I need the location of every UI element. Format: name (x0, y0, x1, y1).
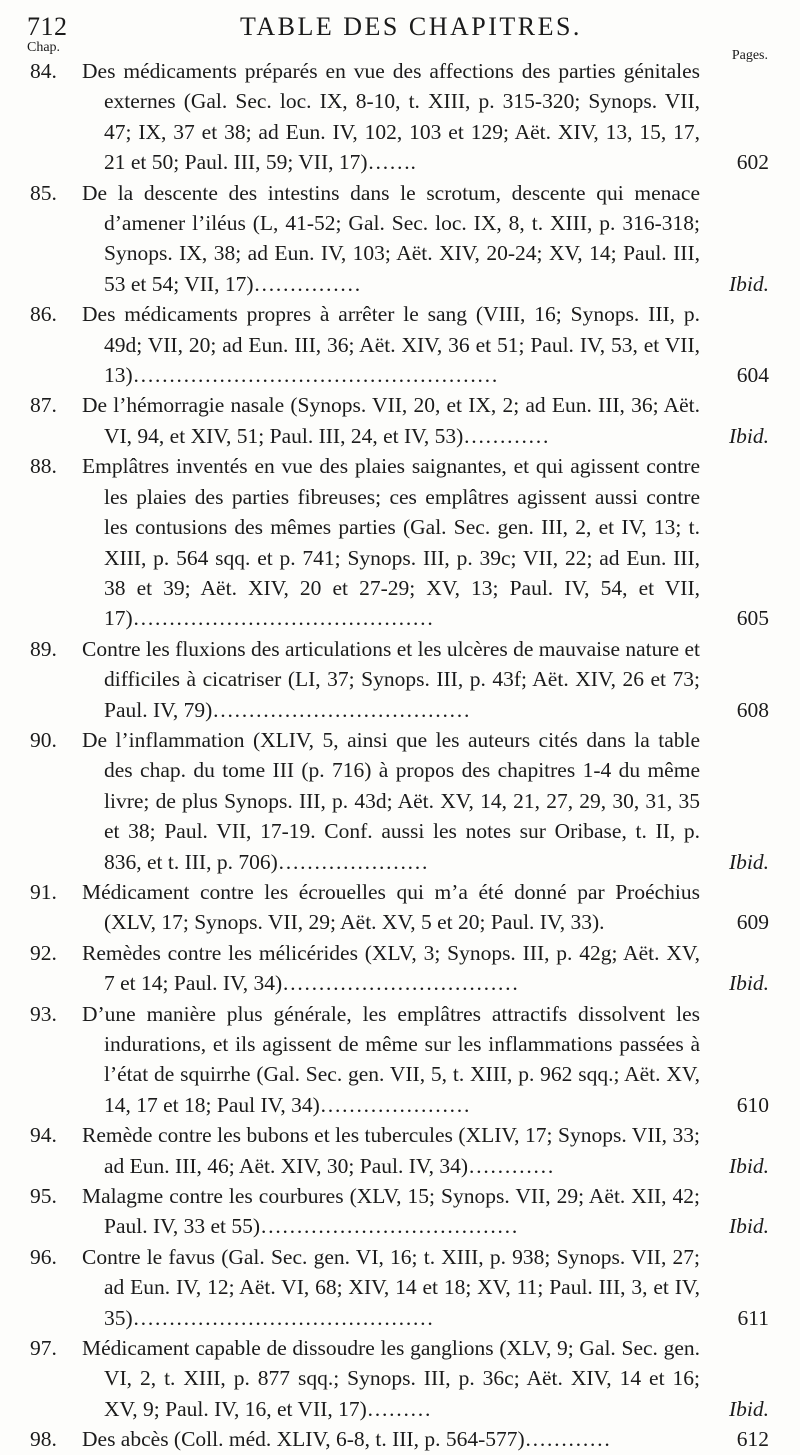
chapter-number: 88. (30, 454, 57, 479)
chapter-title: Médicament contre les écrouelles qui m’a été donné par Proéchius (XLV, 17; Synops. VII, 29; Aët. XV, 5 et 20; Paul. IV, 33). (82, 879, 700, 935)
page-reference: 604 (736, 363, 769, 388)
chapter-entry (0, 938, 800, 999)
page-reference: 605 (736, 606, 769, 631)
page-header (0, 6, 800, 40)
page-reference: 608 (736, 697, 769, 722)
chapter-title: Médicament capable de dissoudre les ganglions (XLV, 9; Gal. Sec. gen. VI, 2, t. XIII, p. 877 sqq.; Synops. III, p. 36c; Aët. XIV, 14 et 16; XV, 9; Paul. IV, 16, et VII, 17)……… (82, 1336, 700, 1421)
page-reference: Ibid. (728, 1396, 769, 1421)
chapter-entry (0, 56, 800, 178)
chapter-number: 90. (30, 727, 57, 752)
chapter-entry (0, 725, 800, 877)
chapter-entry (0, 299, 800, 390)
chapter-entry (0, 877, 800, 938)
chapter-number: 89. (30, 636, 57, 661)
chapter-entry (0, 1333, 800, 1424)
chapter-title: De l’inflammation (XLIV, 5, ainsi que les auteurs cités dans la table des chap. du tome III (p. 716) à propos des chapitres 1-4 du même livre; de plus Synops. III, p. 43d; Aët. XV, 14, 21, 27, 29, 30, 31, 35 et 38; Paul. VII, 17-19. Conf. aussi les notes sur Oribase, t. II, p. 836, et t. III, p. 706)………………… (82, 727, 700, 874)
page-reference: Ibid. (728, 271, 769, 296)
page-reference: 609 (736, 910, 769, 935)
chapter-number: 85. (30, 180, 57, 205)
chapter-column-heading: Chap. (27, 40, 61, 55)
chapter-entry (0, 634, 800, 725)
chapter-title: Des médicaments propres à arrêter le sang (VIII, 16; Synops. III, p. 49d; VII, 20; ad Eun. III, 36; Aët. XIV, 36 et 51; Paul. IV, 53, et VII, 13)…………………………………………… (82, 302, 700, 388)
chapter-number: 95. (30, 1184, 57, 1209)
page-reference: 602 (736, 150, 769, 175)
running-title: TABLE DES CHAPITRES. (240, 12, 582, 41)
chapter-number: 92. (30, 940, 57, 965)
chapter-title: D’une manière plus générale, les emplâtres attractifs dissolvent les indurations, et ils agissent de même sur les inflammations passées à l’état de squirrhe (Gal. Sec. gen. VII, 5, t. XIII, p. 962 sqq.; Aët. XV, 14, 17 et 18; Paul IV, 34)………………… (82, 1001, 700, 1117)
chapter-number: 93. (30, 1001, 57, 1026)
chapter-number: 96. (30, 1244, 57, 1269)
chapter-number: 94. (30, 1123, 57, 1148)
page-reference: Ibid. (728, 849, 769, 874)
chapter-entry (0, 1120, 800, 1181)
chapter-entry (0, 451, 800, 633)
chapter-number: 86. (30, 302, 57, 327)
chapter-title: De la descente des intestins dans le scrotum, descente qui menace d’amener l’iléus (L, 41-52; Gal. Sec. loc. IX, 8, t. XIII, p. 316-318; Synops. IX, 38; ad Eun. IV, 103; Aët. XIV, 20-24; XV, 14; Paul. III, 53 et 54; VII, 17)…………… (82, 180, 700, 296)
chapter-title: Remèdes contre les mélicérides (XLV, 3; Synops. III, p. 42g; Aët. XV, 7 et 14; Paul. IV, 34)…………………………… (82, 940, 700, 996)
page-reference: Ibid. (728, 1153, 769, 1178)
chapter-title: Des médicaments préparés en vue des affections des parties génitales externes (Gal. Sec. loc. IX, 8-10, t. XIII, p. 315-320; Synops. VII, 47; IX, 37 et 38; ad Eun. IV, 102, 103 et 129; Aët. XIV, 13, 15, 17, 21 et 50; Paul. III, 59; VII, 17)……. (82, 59, 700, 175)
chapter-list (0, 56, 800, 1455)
chapter-title: De l’hémorragie nasale (Synops. VII, 20, et IX, 2; ad Eun. III, 36; Aët. VI, 94, et XIV, 51; Paul. III, 24, et IV, 53)………… (82, 393, 700, 448)
page-reference: Ibid. (728, 971, 769, 996)
chapter-title: Des abcès (Coll. méd. XLIV, 6-8, t. III, p. 564-577)………… (82, 1427, 611, 1452)
pages-column-heading: Pages. (731, 48, 768, 63)
page-reference: Ibid. (728, 423, 769, 448)
chapter-title: Remède contre les bubons et les tubercules (XLIV, 17; Synops. VII, 33; ad Eun. III, 46; Aët. XIV, 30; Paul. IV, 34)………… (82, 1123, 700, 1178)
page-reference: Ibid. (728, 1214, 769, 1239)
chapter-title: Malagme contre les courbures (XLV, 15; Synops. VII, 29; Aët. XII, 42; Paul. IV, 33 et 55)……………………………… (82, 1184, 700, 1239)
chapter-entry (0, 1181, 800, 1242)
page-reference: 612 (736, 1427, 769, 1452)
column-headings (0, 40, 800, 63)
chapter-entry (0, 178, 800, 300)
chapter-number: 87. (30, 393, 57, 418)
page-reference: 611 (737, 1305, 769, 1330)
chapter-entry (0, 999, 800, 1121)
chapter-title: Contre les fluxions des articulations et les ulcères de mauvaise nature et difficiles à cicatriser (LI, 37; Synops. III, p. 43f; Aët. XIV, 26 et 73; Paul. IV, 79)……………………………… (82, 636, 700, 722)
chapter-number: 84. (30, 59, 57, 83)
chapter-entry (0, 1242, 800, 1333)
page-reference: 610 (736, 1092, 769, 1117)
chapter-number: 91. (30, 879, 57, 904)
chapter-entry (0, 1424, 800, 1454)
page-number: 712 (27, 12, 68, 41)
chapter-number: 98. (30, 1427, 57, 1452)
chapter-number: 97. (30, 1336, 57, 1361)
chapter-title: Contre le favus (Gal. Sec. gen. VI, 16; t. XIII, p. 938; Synops. VII, 27; ad Eun. IV, 12; Aët. VI, 68; XIV, 14 et 18; XV, 11; Paul. III, 3, et IV, 35)…………………………………… (82, 1244, 700, 1330)
chapter-title: Emplâtres inventés en vue des plaies saignantes, et qui agissent contre les plaies des parties fibreuses; ces emplâtres agissent aussi contre les contusions des mêmes parties (Gal. Sec. gen. III, 2, et IV, 13; t. XIII, p. 564 sqq. et p. 741; Synops. III, p. 39c; VII, 22; ad Eun. III, 38 et 39; Aët. XIV, 20 et 27-29; XV, 13; Paul. IV, 54, et VII, 17)…………………………………… (82, 454, 700, 631)
chapter-entry (0, 390, 800, 451)
